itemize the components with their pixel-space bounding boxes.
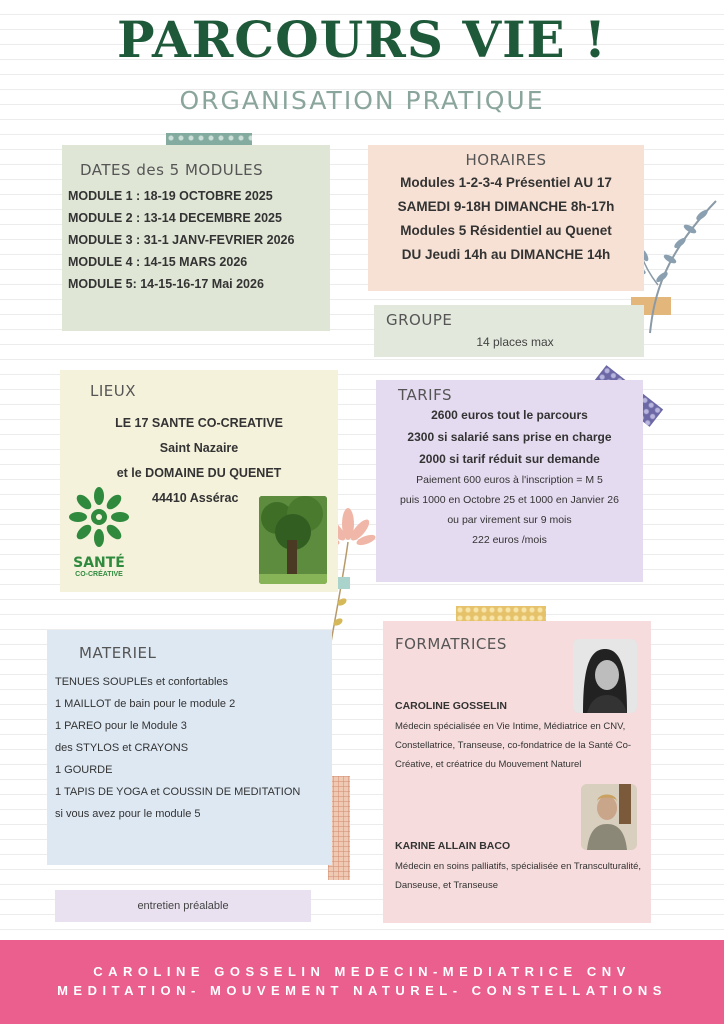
groupe-value: 14 places max	[476, 335, 554, 349]
horaires-card	[368, 145, 644, 291]
horaires-line: Modules 1-2-3-4 Présentiel AU 17	[400, 175, 612, 190]
avatar	[573, 639, 637, 713]
tarifs-card	[376, 380, 643, 582]
tarif-line: 2000 si tarif réduit sur demande	[419, 452, 600, 466]
page-title: PARCOURS VIE !	[117, 10, 607, 69]
lieux-heading: LIEUX	[90, 382, 137, 400]
footer-line: MEDITATION- MOUVEMENT NATUREL- CONSTELLATIONS	[57, 983, 667, 998]
materiel-item: 1 GOURDE	[55, 764, 113, 776]
materiel-item: si vous avez pour le module 5	[55, 808, 201, 820]
groupe-heading: GROUPE	[386, 311, 453, 329]
tarifs-heading: TARIFS	[398, 386, 452, 404]
materiel-item: TENUES SOUPLEs et confortables	[55, 676, 229, 688]
materiel-item: 1 PAREO pour le Module 3	[55, 720, 187, 732]
horaires-line: Modules 5 Résidentiel au Quenet	[400, 223, 612, 238]
materiel-card	[47, 630, 332, 865]
tree-photo	[259, 496, 327, 584]
groupe-card	[374, 305, 644, 357]
footer-line: CAROLINE GOSSELIN MEDECIN-MEDIATRICE CNV	[93, 964, 631, 979]
tree-image-icon	[259, 496, 327, 584]
materiel-item: des STYLOS et CRAYONS	[55, 742, 189, 754]
module-date-item: MODULE 3 : 31-1 JANV-FEVRIER 2026	[68, 233, 295, 247]
module-date-item: MODULE 2 : 13-14 DECEMBRE 2025	[68, 211, 282, 225]
materiel-item: 1 TAPIS DE YOGA et COUSSIN DE MEDITATION	[55, 786, 301, 798]
horaires-line: DU Jeudi 14h au DIMANCHE 14h	[401, 247, 611, 262]
horaires-heading: HORAIRES	[465, 151, 547, 169]
lieux-card	[60, 370, 338, 592]
module-date-item: MODULE 4 : 14-15 MARS 2026	[68, 255, 248, 269]
logo-text: SANTÉ	[73, 555, 125, 571]
module-date-item: MODULE 1 : 18-19 OCTOBRE 2025	[68, 189, 273, 203]
formatrice-description: Médecin spécialisée en Vie Intime, Médiatrice en CNV, Constellatrice, Transeuse, co-fondatrice de la Santé Co-Créative, et créatrice du Mouvement Naturel	[395, 721, 632, 770]
lieux-line: LE 17 SANTE CO-CREATIVE	[115, 416, 283, 430]
entretien-note: entretien préalable	[55, 890, 311, 922]
materiel-item: 1 MAILLOT de bain pour le module 2	[55, 698, 236, 710]
tarif-detail: Paiement 600 euros à l'inscription = M 5	[416, 474, 603, 486]
tarif-line: 2600 euros tout le parcours	[431, 408, 588, 422]
person-photo-icon	[573, 639, 637, 713]
formatrice-description: Médecin en soins palliatifs, spécialisée en Transculturalité, Danseuse, et Transeuse	[395, 861, 642, 891]
lieux-line: et le DOMAINE DU QUENET	[116, 466, 282, 480]
tarif-detail: puis 1000 en Octobre 25 et 1000 en Janvier 26	[400, 494, 619, 506]
formatrices-heading: FORMATRICES	[395, 635, 507, 653]
tarif-detail: ou par virement sur 9 mois	[447, 514, 572, 526]
formatrices-card	[383, 621, 651, 923]
tarif-detail: 222 euros /mois	[472, 534, 547, 546]
horaires-line: SAMEDI 9-18H DIMANCHE 8h-17h	[397, 199, 615, 214]
tarif-line: 2300 si salarié sans prise en charge	[407, 430, 612, 444]
footer-banner	[0, 940, 724, 1024]
logo-subtext: CO-CRÉATIVE	[75, 571, 123, 578]
sante-cocreative-logo	[68, 486, 130, 590]
lieux-line: 44410 Assérac	[152, 491, 239, 505]
formatrice-name: CAROLINE GOSSELIN	[395, 700, 508, 712]
person-photo-icon	[581, 784, 637, 850]
formatrice-name: KARINE ALLAIN BACO	[395, 840, 511, 852]
page-subtitle: ORGANISATION PRATIQUE	[179, 86, 545, 115]
materiel-heading: MATERIEL	[79, 644, 157, 662]
tree-logo-icon	[68, 486, 130, 548]
dates-heading: DATES des 5 MODULES	[80, 161, 264, 179]
lieux-line: Saint Nazaire	[159, 441, 239, 455]
module-date-item: MODULE 5: 14-15-16-17 Mai 2026	[68, 277, 264, 291]
avatar	[581, 784, 637, 850]
dates-card	[62, 145, 330, 331]
